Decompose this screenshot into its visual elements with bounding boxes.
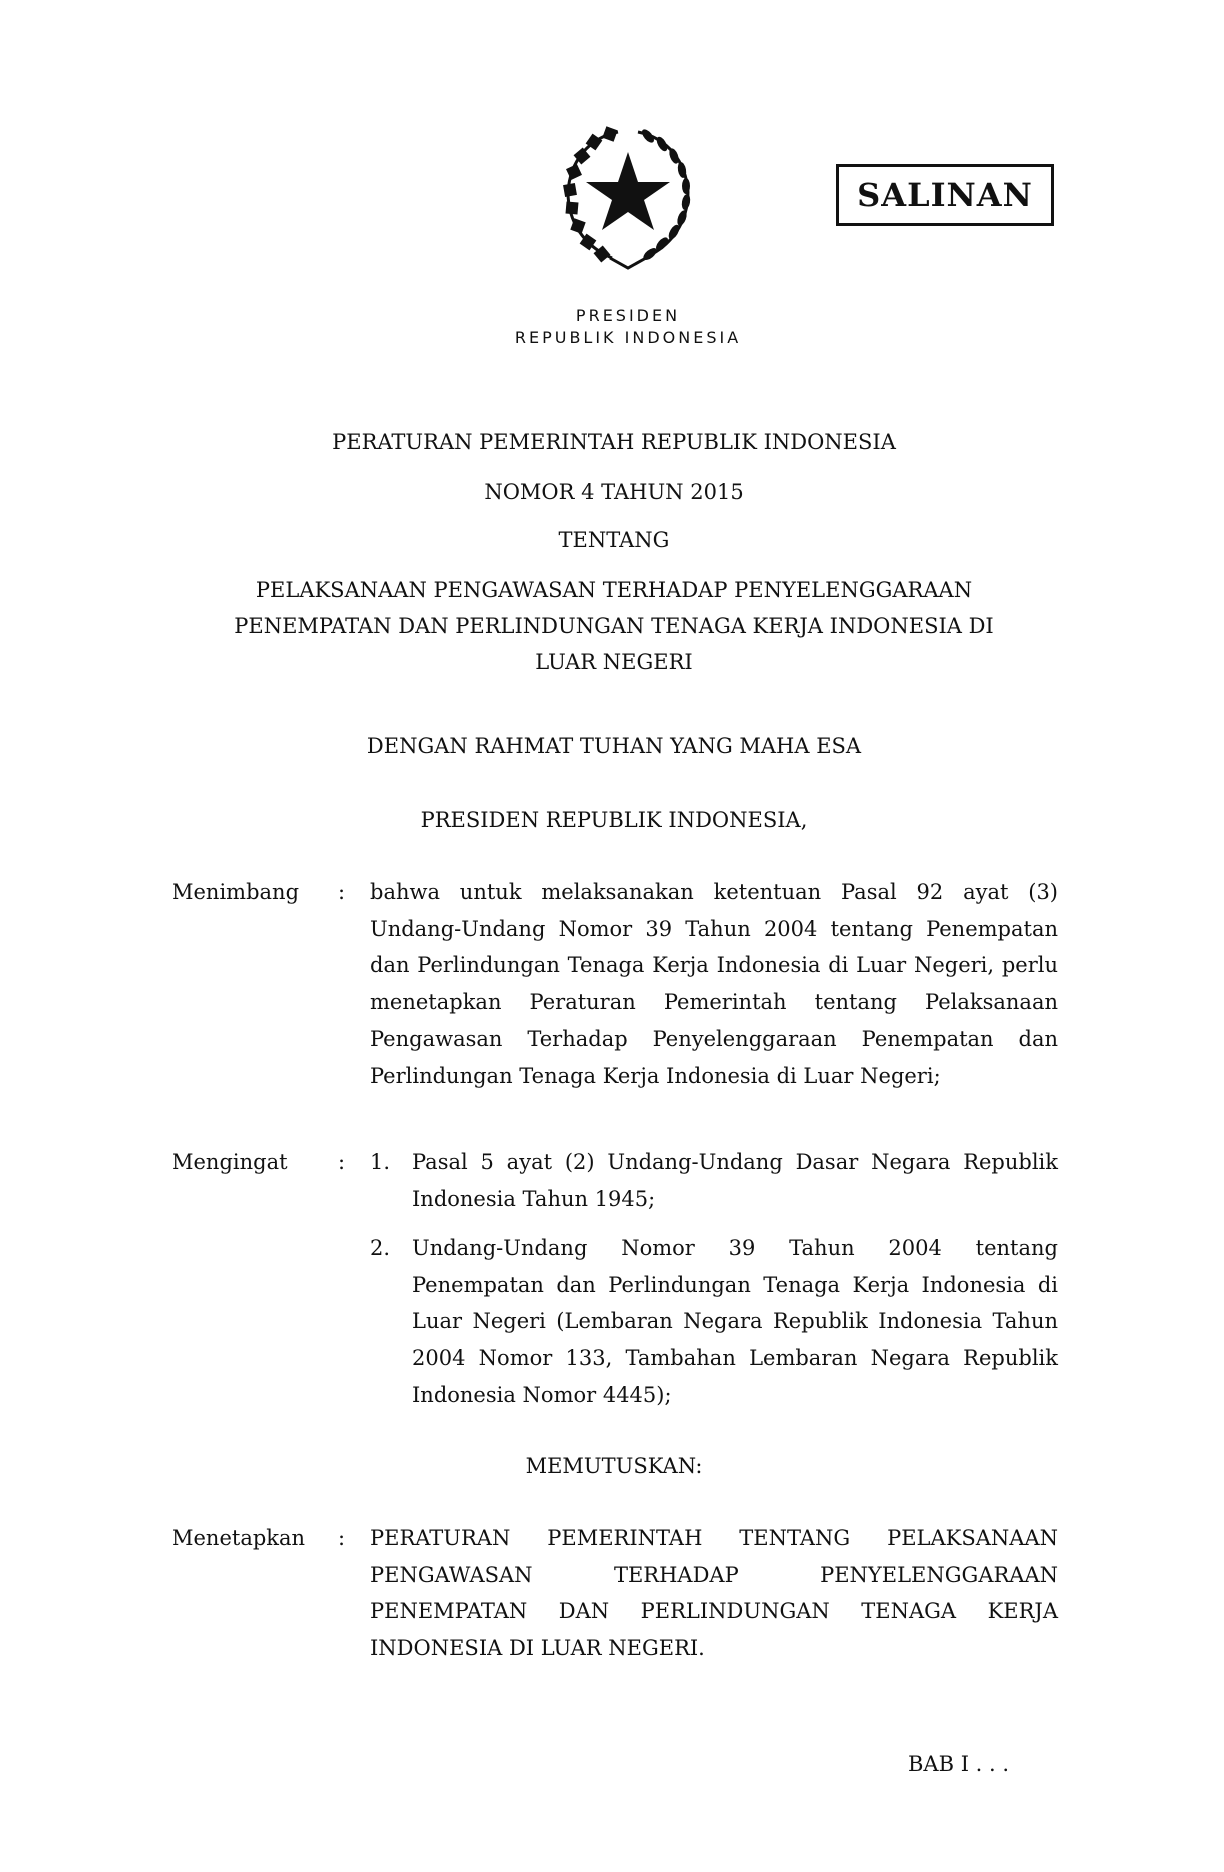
salinan-stamp: SALINAN — [836, 164, 1054, 226]
invocation: DENGAN RAHMAT TUHAN YANG MAHA ESA — [366, 734, 862, 758]
presidential-emblem-icon — [548, 118, 708, 278]
emblem-caption-republik-indonesia: REPUBLIK INDONESIA — [514, 328, 742, 347]
menetapkan-label: Menetapkan — [172, 1526, 306, 1550]
regulation-about: TENTANG — [558, 528, 670, 552]
emblem-caption-presiden: PRESIDEN — [575, 306, 681, 325]
mengingat-label: Mengingat — [172, 1150, 288, 1174]
menimbang-label: Menimbang — [172, 880, 300, 904]
subject-line-3: LUAR NEGERI — [535, 650, 693, 674]
mengingat-item-1-text: Pasal 5 ayat (2) Undang-Undang Dasar Negara Republik Indonesia Tahun 1945; — [412, 1150, 1058, 1211]
menetapkan-colon: : — [338, 1526, 346, 1550]
mengingat-item-2-text: Undang-Undang Nomor 39 Tahun 2004 tentang Penempatan dan Perlindungan Tenaga Kerja Indonesia di Luar Negeri (Lembaran Negara Republik Indonesia Tahun 2004 Nomor 133, Tambahan Lembaran Negara Republik Indonesia Nomor 4445); — [412, 1236, 1058, 1407]
decision-heading: MEMUTUSKAN: — [525, 1454, 703, 1478]
subject-line-2: PENEMPATAN DAN PERLINDUNGAN TENAGA KERJA INDONESIA DI — [234, 614, 994, 638]
mengingat-item-2-number: 2. — [370, 1236, 391, 1260]
mengingat-colon: : — [338, 1150, 346, 1174]
menimbang-colon: : — [338, 880, 346, 904]
mengingat-item-1-number: 1. — [370, 1150, 391, 1174]
menimbang-text: bahwa untuk melaksanakan ketentuan Pasal 92 ayat (3) Undang-Undang Nomor 39 Tahun 2004 tentang Penempatan dan Perlindungan Tenaga Kerja Indonesia di Luar Negeri, perlu menetapkan Peraturan Pemerintah tentang Pelaksanaan Pengawasan Terhadap Penyelenggaraan Penempatan dan Perlindungan Tenaga Kerja Indonesia di Luar Negeri; — [370, 880, 1058, 1088]
regulation-number: NOMOR 4 TAHUN 2015 — [484, 480, 744, 504]
menetapkan-text: PERATURAN PEMERINTAH TENTANG PELAKSANAAN PENGAWASAN TERHADAP PENYELENGGARAAN PENEMPATAN DAN PERLINDUNGAN TENAGA KERJA INDONESIA DI LUAR NEGERI. — [370, 1526, 1058, 1661]
regulation-title: PERATURAN PEMERINTAH REPUBLIK INDONESIA — [332, 430, 896, 454]
subject-line-1: PELAKSANAAN PENGAWASAN TERHADAP PENYELENGGARAAN — [255, 578, 973, 602]
next-page-indicator: BAB I . . . — [908, 1752, 1010, 1776]
president-heading: PRESIDEN REPUBLIK INDONESIA, — [420, 808, 808, 832]
